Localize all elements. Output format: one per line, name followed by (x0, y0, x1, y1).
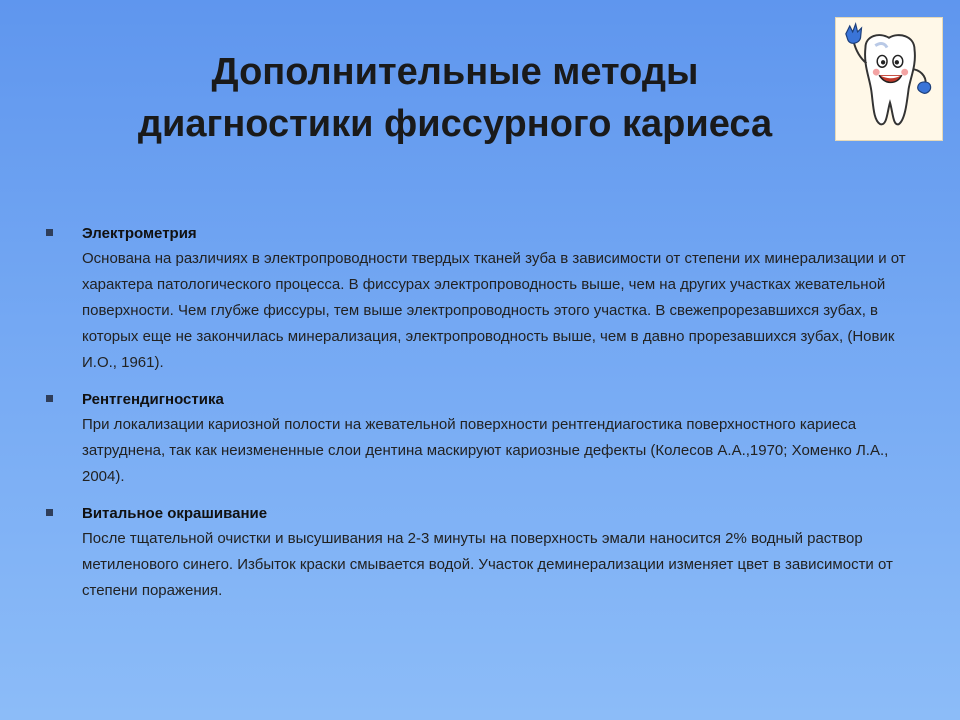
bullet-square-icon (46, 509, 53, 516)
content-list (40, 222, 920, 616)
item-text: Основана на различиях в электропроводности твердых тканей зуба в зависимости от степени их минерализации и от характера патологического процесса. В фиссурах электропроводность выше, чем на других участках жевательной поверхности. Чем глубже фиссуры, тем выше электропроводность этого участка. В свежепрорезавшихся зубах, в которых еще не закончилась минерализация, электропроводность выше, чем в давно прорезавшихся зубах, (Новик И.О., 1961). (82, 250, 906, 371)
bullet-square-icon (46, 395, 53, 402)
slide-title-line2: диагностики фиссурного кариеса (137, 103, 773, 145)
item-text: После тщательной очистки и высушивания на 2-3 минуты на поверхность эмали наносится 2% водный раствор метиленового синего. Избыток краски смывается водой. Участок деминерализации изменяет цвет в зависимости от степени поражения. (82, 530, 893, 599)
list-item-vital-staining (40, 502, 920, 604)
item-title: Электрометрия (82, 225, 197, 242)
slide-title (40, 46, 870, 150)
item-text: При локализации кариозной полости на жевательной поверхности рентгендиагостика поверхностного кариеса затруднена, так как неизмененные слои дентина маскируют кариозные дефекты (Колесов А.А.,1970; Хоменко Л.А., 2004). (82, 416, 889, 485)
list-item-electrometry (40, 222, 920, 376)
slide-title-line1: Дополнительные методы (211, 51, 699, 93)
item-title: Рентгендигностика (82, 391, 224, 408)
bullet-square-icon (46, 229, 53, 236)
list-item-xray (40, 388, 920, 490)
tooth-mascot-icon (835, 17, 943, 141)
item-title: Витальное окрашивание (82, 505, 268, 522)
